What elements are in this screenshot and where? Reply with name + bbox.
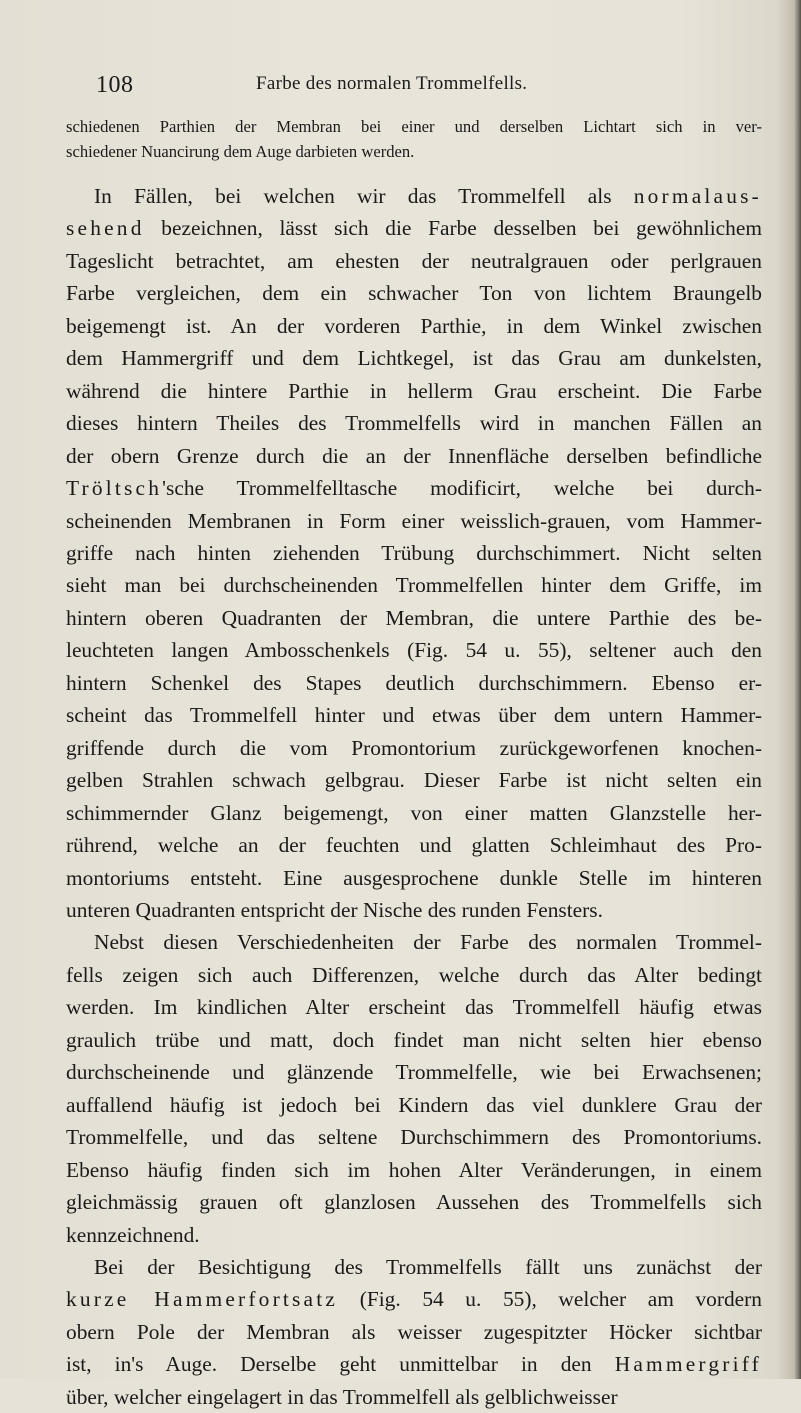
text-line	[66, 1154, 762, 1186]
spaced-emphasis: Hammergriff	[614, 1352, 762, 1377]
text-line	[66, 1316, 762, 1348]
text-run: graulich trübe und matt, doch findet man nicht selten hier ebenso	[66, 1027, 762, 1052]
text-line	[66, 602, 762, 634]
body-text	[66, 180, 762, 1413]
text-run: kennzeichnend.	[66, 1222, 200, 1247]
text-run: dem Hammergriff und dem Lichtkegel, ist das Grau am dunkelsten,	[66, 346, 762, 371]
text-line	[66, 569, 762, 601]
paragraph	[66, 1251, 762, 1413]
text-line	[66, 375, 762, 407]
paragraph	[66, 180, 762, 926]
text-line	[66, 1283, 762, 1315]
text-line	[66, 342, 762, 374]
text-run: griffende durch die vom Promontorium zurückgeworfenen knochen-	[66, 735, 762, 760]
page-edge-shadow	[794, 0, 801, 1379]
text-line	[66, 407, 762, 439]
text-run: 'sche Trommelfelltasche modificirt, welche bei durch-	[162, 476, 762, 501]
text-line	[66, 732, 762, 764]
spaced-emphasis: normalaus-	[633, 184, 762, 208]
text-line	[66, 667, 762, 699]
text-run: auffallend häufig ist jedoch bei Kindern das viel dunklere Grau der	[66, 1092, 762, 1117]
text-line	[66, 212, 762, 244]
text-run: rührend, welche an der feuchten und glatten Schleimhaut des Pro-	[66, 833, 762, 858]
text-line	[66, 1186, 762, 1218]
text-line	[66, 1251, 762, 1283]
text-line	[66, 245, 762, 277]
text-run: schimmernder Glanz beigemengt, von einer matten Glanzstelle her-	[66, 800, 762, 825]
text-run: Tageslicht betrachtet, am ehesten der neutralgrauen oder perlgrauen	[66, 248, 762, 273]
text-line	[66, 472, 762, 504]
spaced-emphasis: Tröltsch	[66, 476, 163, 501]
page-number: 108	[96, 72, 134, 98]
text-run: montoriums entsteht. Eine ausgesprochene dunkle Stelle im hinteren	[66, 865, 762, 890]
text-line	[66, 1219, 762, 1251]
text-run: sieht man bei durchscheinenden Trommelfellen hinter dem Griffe, im	[66, 573, 762, 598]
text-run: gleichmässig grauen oft glanzlosen Aussehen des Trommelfells sich	[66, 1190, 762, 1215]
text-line	[66, 829, 762, 861]
text-run: über, welcher eingelagert in das Trommelfell als gelblichweisser	[66, 1384, 618, 1409]
text-line	[66, 862, 762, 894]
text-line	[66, 1089, 762, 1121]
text-line	[66, 764, 762, 796]
text-run: hintern oberen Quadranten der Membran, die untere Parthie des be-	[66, 605, 762, 630]
continuation-paragraph	[66, 114, 762, 164]
text-line	[66, 180, 762, 212]
text-line	[66, 1348, 762, 1380]
text-line	[66, 440, 762, 472]
text-line	[66, 797, 762, 829]
text-line	[66, 1121, 762, 1153]
text-line	[66, 537, 762, 569]
text-line	[66, 505, 762, 537]
text-line	[66, 959, 762, 991]
text-run: werden. Im kindlichen Alter erscheint das Trommelfell häufig etwas	[66, 995, 762, 1020]
text-run: unteren Quadranten entspricht der Nische des runden Fensters.	[66, 897, 603, 922]
text-line	[66, 1056, 762, 1088]
text-run: griffe nach hinten ziehenden Trübung durchschimmert. Nicht selten	[66, 540, 762, 565]
text-run: während die hintere Parthie in hellerm Grau erscheint. Die Farbe	[66, 378, 762, 403]
text-run: Ebenso häufig finden sich im hohen Alter Veränderungen, in einem	[66, 1157, 762, 1182]
text-run: scheinenden Membranen in Form einer weisslich-grauen, vom Hammer-	[66, 508, 762, 533]
text-line	[66, 991, 762, 1023]
text-run: Farbe vergleichen, dem ein schwacher Ton von lichtem Braungelb	[66, 281, 762, 306]
text-run: obern Pole der Membran als weisser zugespitzter Höcker sichtbar	[66, 1319, 762, 1344]
text-run: leuchteten langen Ambosschenkels (Fig. 54 u. 55), seltener auch den	[66, 638, 762, 663]
text-run: ist, in's Auge. Derselbe geht unmittelbar in den	[66, 1352, 615, 1377]
paragraph	[66, 926, 762, 1251]
text-run: (Fig. 54 u. 55), welcher am vordern	[338, 1287, 762, 1312]
text-run: der obern Grenze durch die an der Innenfläche derselben befindliche	[66, 443, 762, 468]
text-line	[66, 1381, 762, 1413]
text-line	[66, 699, 762, 731]
text-line: schiedener Nuancirung dem Auge darbieten werden.	[66, 142, 415, 161]
text-run: durchscheinende und glänzende Trommelfelle, wie bei Erwachsenen;	[66, 1060, 762, 1085]
running-title: Farbe des normalen Trommelfells.	[256, 73, 528, 94]
text-line	[66, 926, 762, 958]
text-run: dieses hintern Theiles des Trommelfells wird in manchen Fällen an	[66, 411, 762, 436]
spaced-emphasis: sehend	[66, 216, 145, 241]
text-run: Trommelfelle, und das seltene Durchschimmern des Promontoriums.	[66, 1125, 762, 1150]
page-header	[96, 64, 716, 104]
text-run: scheint das Trommelfell hinter und etwas über dem untern Hammer-	[66, 703, 762, 728]
text-line	[66, 1024, 762, 1056]
text-run: hintern Schenkel des Stapes deutlich durchschimmern. Ebenso er-	[66, 670, 762, 695]
text-line	[66, 894, 762, 926]
text-run: fells zeigen sich auch Differenzen, welche durch das Alter bedingt	[66, 962, 762, 987]
text-run: beigemengt ist. An der vorderen Parthie, in dem Winkel zwischen	[66, 313, 762, 338]
text-run: In Fällen, bei welchen wir das Trommelfell als	[94, 184, 634, 208]
spaced-emphasis: kurze Hammerfortsatz	[66, 1287, 339, 1312]
text-line	[66, 277, 762, 309]
text-run: Nebst diesen Verschiedenheiten der Farbe des normalen Trommel-	[94, 930, 762, 955]
text-run: bezeichnen, lässt sich die Farbe desselben bei gewöhnlichem	[144, 216, 762, 241]
text-run: Bei der Besichtigung des Trommelfells fällt uns zunächst der	[94, 1254, 762, 1279]
text-line	[66, 634, 762, 666]
text-line	[66, 310, 762, 342]
text-run: gelben Strahlen schwach gelbgrau. Dieser Farbe ist nicht selten ein	[66, 768, 762, 793]
text-line: schiedenen Parthien der Membran bei einer und derselben Lichtart sich in ver-	[66, 117, 762, 136]
